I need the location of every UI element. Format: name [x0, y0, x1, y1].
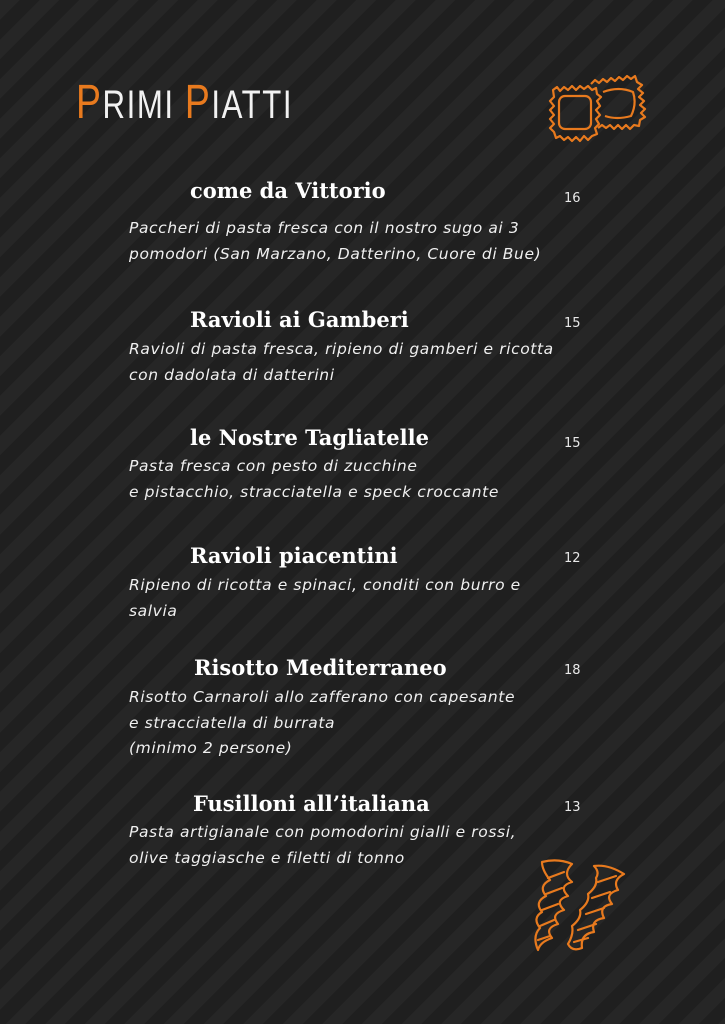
dish-name: Ravioli piacentini [190, 543, 398, 568]
dish-description: Ravioli di pasta fresca, ripieno di gamberi e ricotta con dadolata di datterini [129, 340, 554, 384]
dish-item-5 [0, 655, 725, 757]
dish-price: 15 [564, 316, 581, 331]
dish-price: 18 [564, 663, 581, 678]
page-title [76, 76, 294, 129]
dish-item-3 [0, 425, 725, 501]
dish-description: Risotto Carnaroli allo zafferano con capesante e stracciatella di burrata (minimo 2 persone) [129, 688, 516, 757]
dish-description: Pasta fresca con pesto di zucchine e pistacchio, stracciatella e speck croccante [129, 457, 499, 501]
dish-price: 15 [564, 436, 581, 451]
dish-price: 13 [564, 800, 581, 815]
dish-item-2 [0, 307, 725, 384]
dish-description: Paccheri di pasta fresca con il nostro sugo ai 3 pomodori (San Marzano, Datterino, Cuore di Bue) [129, 219, 542, 263]
dish-price: 12 [564, 551, 581, 566]
dish-item-1 [0, 178, 725, 263]
fusilli-icon [528, 856, 636, 956]
ravioli-icon [545, 70, 655, 152]
dish-price: 16 [564, 191, 581, 206]
dish-item-4 [0, 543, 725, 620]
title-initial-primi: P [76, 76, 103, 129]
dish-name: Fusilloni all’italiana [193, 791, 430, 816]
dish-description: Ripieno di ricotta e spinaci, conditi con burro e salvia [129, 576, 521, 620]
dish-description: Pasta artigianale con pomodorini gialli e rossi, olive taggiasche e filetti di tonno [129, 823, 517, 867]
dish-name: come da Vittorio [190, 178, 386, 203]
dish-name: le Nostre Tagliatelle [190, 425, 429, 450]
dish-item-6 [0, 791, 725, 867]
title-rest-piatti: IATTI [211, 83, 294, 127]
title-initial-piatti: P [184, 76, 212, 129]
title-rest-primi: RIMI [102, 83, 175, 127]
dish-name: Ravioli ai Gamberi [190, 307, 409, 332]
dish-name: Risotto Mediterraneo [194, 655, 447, 680]
